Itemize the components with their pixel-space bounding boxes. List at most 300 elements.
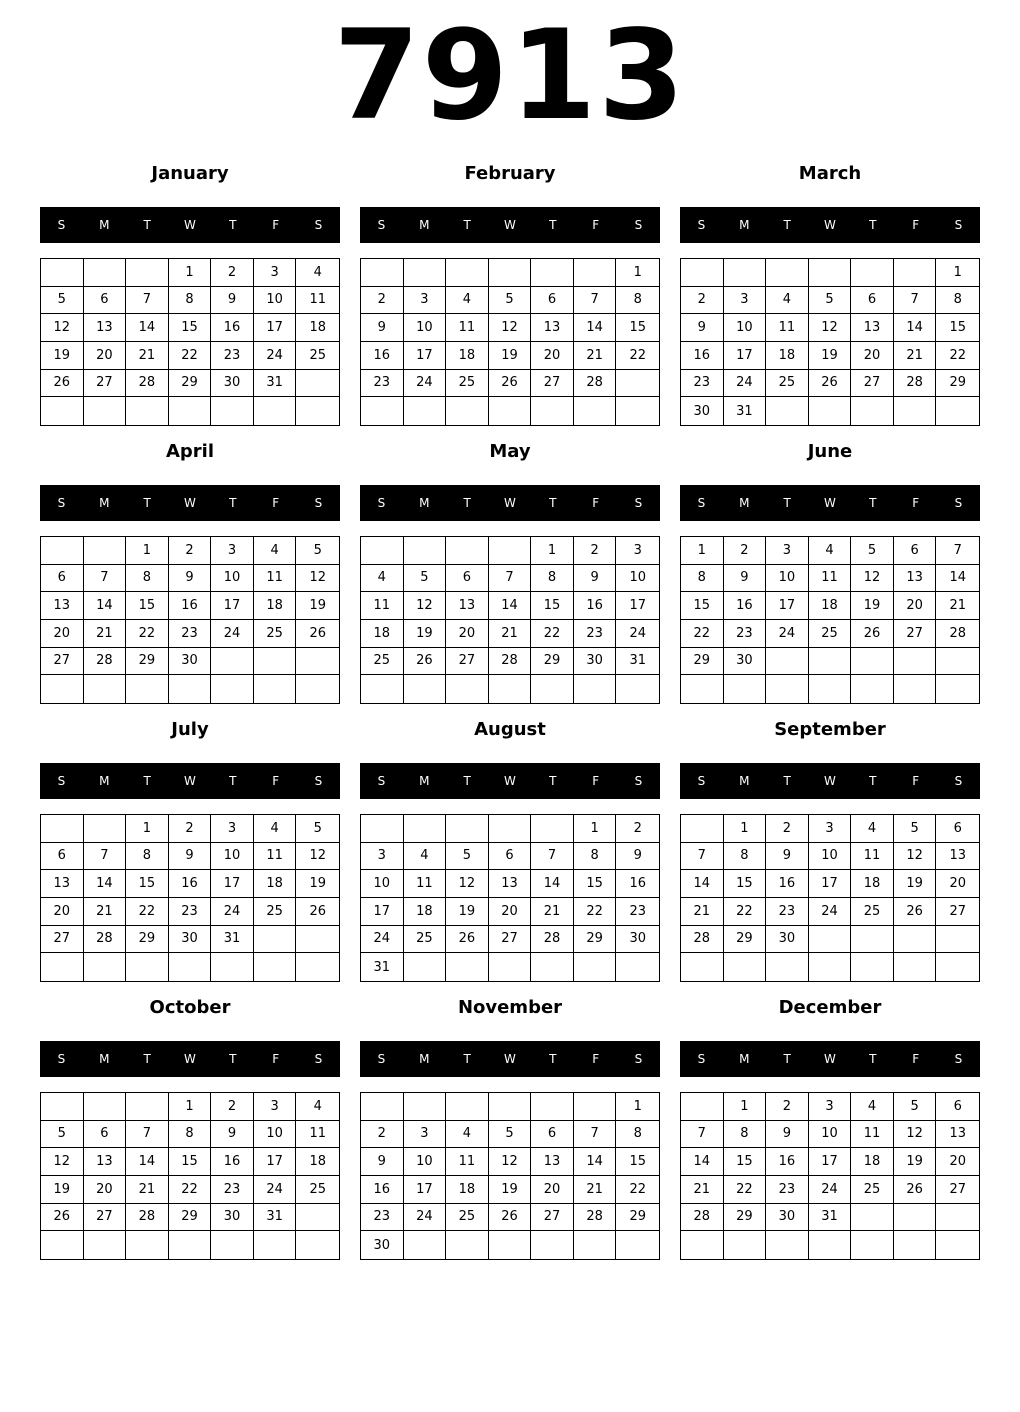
weekday-label: F: [272, 774, 280, 788]
day-cell: 13: [894, 565, 937, 593]
day-cell: 16: [361, 1176, 404, 1204]
day-cell: 26: [851, 620, 894, 648]
day-cell: 17: [809, 870, 852, 898]
empty-day-cell: [616, 1231, 659, 1259]
day-cell: 3: [724, 287, 767, 315]
day-grid: [680, 536, 980, 704]
day-cell: 7: [489, 565, 532, 593]
empty-day-cell: [489, 1231, 532, 1259]
day-cell: 26: [41, 370, 84, 398]
day-cell: 16: [766, 870, 809, 898]
empty-day-cell: [809, 1231, 852, 1259]
empty-day-cell: [296, 926, 339, 954]
day-cell: 11: [254, 565, 297, 593]
day-cell: 15: [724, 1148, 767, 1176]
day-cell: 19: [296, 870, 339, 898]
day-cell: 8: [169, 287, 212, 315]
day-cell: 25: [446, 1204, 489, 1232]
day-grid: [680, 258, 980, 426]
day-grid: [360, 536, 660, 704]
day-cell: 10: [766, 565, 809, 593]
day-cell: 6: [531, 287, 574, 315]
weekday-label: S: [57, 496, 66, 510]
day-cell: 18: [254, 592, 297, 620]
day-cell: 23: [361, 370, 404, 398]
weekday-label: W: [504, 218, 516, 232]
day-cell: 14: [574, 1148, 617, 1176]
day-cell: 13: [489, 870, 532, 898]
day-cell: 6: [84, 1121, 127, 1149]
weekday-label: W: [504, 1052, 516, 1066]
empty-day-cell: [446, 953, 489, 981]
day-cell: 19: [894, 1148, 937, 1176]
day-cell: 19: [894, 870, 937, 898]
day-cell: 30: [361, 1231, 404, 1259]
weekday-label: W: [184, 218, 196, 232]
day-cell: 27: [531, 1204, 574, 1232]
weekday-label: T: [463, 496, 471, 510]
empty-day-cell: [169, 953, 212, 981]
day-cell: 6: [489, 843, 532, 871]
day-cell: 22: [126, 898, 169, 926]
empty-day-cell: [681, 815, 724, 843]
day-cell: 10: [361, 870, 404, 898]
day-cell: 25: [254, 898, 297, 926]
day-cell: 23: [681, 370, 724, 398]
day-cell: 18: [404, 898, 447, 926]
empty-day-cell: [894, 953, 937, 981]
day-cell: 8: [616, 1121, 659, 1149]
empty-day-cell: [574, 953, 617, 981]
empty-day-cell: [851, 648, 894, 676]
weekday-label: F: [272, 218, 280, 232]
day-cell: 3: [404, 1121, 447, 1149]
day-cell: 8: [724, 1121, 767, 1149]
day-cell: 18: [361, 620, 404, 648]
day-cell: 22: [531, 620, 574, 648]
day-cell: 28: [574, 370, 617, 398]
day-cell: 20: [489, 898, 532, 926]
day-cell: 2: [169, 815, 212, 843]
day-cell: 14: [894, 314, 937, 342]
day-cell: 2: [361, 287, 404, 315]
day-cell: 29: [936, 370, 979, 398]
empty-day-cell: [254, 675, 297, 703]
empty-day-cell: [936, 953, 979, 981]
day-cell: 15: [681, 592, 724, 620]
day-cell: 11: [254, 843, 297, 871]
day-cell: 9: [211, 287, 254, 315]
weekday-label: F: [912, 774, 920, 788]
day-cell: 5: [894, 1093, 937, 1121]
empty-day-cell: [936, 648, 979, 676]
weekday-label: S: [634, 496, 643, 510]
empty-day-cell: [936, 1204, 979, 1232]
empty-day-cell: [84, 815, 127, 843]
empty-day-cell: [616, 953, 659, 981]
empty-day-cell: [809, 926, 852, 954]
empty-day-cell: [531, 953, 574, 981]
day-cell: 3: [809, 1093, 852, 1121]
day-cell: 29: [531, 648, 574, 676]
day-cell: 1: [616, 259, 659, 287]
empty-day-cell: [681, 259, 724, 287]
weekday-label: S: [377, 496, 386, 510]
day-cell: 3: [361, 843, 404, 871]
day-cell: 22: [169, 1176, 212, 1204]
empty-day-cell: [41, 815, 84, 843]
day-cell: 16: [361, 342, 404, 370]
day-cell: 1: [724, 1093, 767, 1121]
day-cell: 26: [446, 926, 489, 954]
empty-day-cell: [894, 1204, 937, 1232]
day-cell: 12: [489, 1148, 532, 1176]
day-cell: 16: [681, 342, 724, 370]
day-cell: 21: [936, 592, 979, 620]
day-cell: 24: [766, 620, 809, 648]
empty-day-cell: [616, 370, 659, 398]
day-cell: 6: [41, 843, 84, 871]
day-cell: 8: [126, 565, 169, 593]
empty-day-cell: [126, 1231, 169, 1259]
day-cell: 24: [211, 898, 254, 926]
day-cell: 17: [809, 1148, 852, 1176]
empty-day-cell: [531, 1093, 574, 1121]
empty-day-cell: [211, 648, 254, 676]
day-cell: 18: [766, 342, 809, 370]
weekday-label: T: [143, 496, 151, 510]
day-cell: 20: [41, 898, 84, 926]
day-cell: 4: [446, 1121, 489, 1149]
empty-day-cell: [41, 1231, 84, 1259]
empty-day-cell: [446, 1093, 489, 1121]
empty-day-cell: [84, 397, 127, 425]
day-cell: 29: [681, 648, 724, 676]
day-cell: 27: [894, 620, 937, 648]
day-grid: [680, 1092, 980, 1260]
day-cell: 16: [724, 592, 767, 620]
day-cell: 26: [489, 1204, 532, 1232]
day-cell: 21: [574, 342, 617, 370]
day-cell: 3: [254, 259, 297, 287]
day-cell: 27: [531, 370, 574, 398]
empty-day-cell: [894, 397, 937, 425]
day-cell: 10: [724, 314, 767, 342]
day-cell: 15: [616, 1148, 659, 1176]
day-cell: 2: [724, 537, 767, 565]
empty-day-cell: [446, 397, 489, 425]
weekday-label: W: [824, 1052, 836, 1066]
day-cell: 28: [574, 1204, 617, 1232]
empty-day-cell: [489, 815, 532, 843]
day-cell: 7: [681, 843, 724, 871]
day-cell: 9: [616, 843, 659, 871]
day-cell: 24: [404, 1204, 447, 1232]
day-cell: 11: [361, 592, 404, 620]
day-cell: 3: [211, 537, 254, 565]
empty-day-cell: [126, 953, 169, 981]
day-cell: 23: [574, 620, 617, 648]
day-cell: 11: [446, 1148, 489, 1176]
weekday-label: W: [504, 496, 516, 510]
empty-day-cell: [531, 675, 574, 703]
day-cell: 31: [361, 953, 404, 981]
weekday-label: S: [634, 218, 643, 232]
day-cell: 18: [446, 1176, 489, 1204]
day-cell: 19: [41, 1176, 84, 1204]
day-cell: 10: [211, 565, 254, 593]
empty-day-cell: [84, 1093, 127, 1121]
day-cell: 5: [446, 843, 489, 871]
day-cell: 17: [404, 342, 447, 370]
day-cell: 1: [616, 1093, 659, 1121]
empty-day-cell: [766, 1231, 809, 1259]
day-cell: 1: [169, 1093, 212, 1121]
day-cell: 13: [936, 843, 979, 871]
weekday-label: T: [229, 774, 237, 788]
day-cell: 2: [361, 1121, 404, 1149]
empty-day-cell: [851, 1231, 894, 1259]
empty-day-cell: [809, 953, 852, 981]
day-cell: 31: [616, 648, 659, 676]
day-cell: 12: [296, 843, 339, 871]
weekday-label: W: [504, 774, 516, 788]
day-cell: 13: [84, 314, 127, 342]
day-cell: 29: [169, 370, 212, 398]
day-cell: 25: [446, 370, 489, 398]
day-cell: 8: [681, 565, 724, 593]
day-cell: 4: [851, 1093, 894, 1121]
empty-day-cell: [296, 953, 339, 981]
weekday-header: [360, 1041, 660, 1077]
weekday-label: W: [824, 218, 836, 232]
day-cell: 6: [851, 287, 894, 315]
weekday-label: T: [783, 218, 791, 232]
weekday-label: S: [314, 496, 323, 510]
day-cell: 30: [211, 370, 254, 398]
day-cell: 21: [126, 1176, 169, 1204]
day-cell: 8: [169, 1121, 212, 1149]
weekday-label: T: [783, 496, 791, 510]
weekday-label: W: [184, 1052, 196, 1066]
day-cell: 22: [936, 342, 979, 370]
weekday-label: T: [869, 774, 877, 788]
weekday-label: S: [954, 1052, 963, 1066]
weekday-label: T: [783, 1052, 791, 1066]
empty-day-cell: [211, 675, 254, 703]
day-cell: 5: [296, 815, 339, 843]
empty-day-cell: [84, 1231, 127, 1259]
day-grid: [360, 814, 660, 982]
empty-day-cell: [296, 1231, 339, 1259]
day-cell: 18: [254, 870, 297, 898]
day-cell: 4: [404, 843, 447, 871]
empty-day-cell: [296, 648, 339, 676]
day-cell: 16: [169, 870, 212, 898]
day-cell: 24: [254, 342, 297, 370]
day-cell: 27: [84, 370, 127, 398]
day-cell: 29: [574, 926, 617, 954]
day-cell: 11: [446, 314, 489, 342]
weekday-label: S: [954, 774, 963, 788]
day-cell: 28: [681, 1204, 724, 1232]
empty-day-cell: [894, 926, 937, 954]
day-cell: 10: [616, 565, 659, 593]
day-cell: 7: [936, 537, 979, 565]
day-cell: 7: [531, 843, 574, 871]
weekday-label: T: [549, 218, 557, 232]
empty-day-cell: [894, 675, 937, 703]
day-cell: 8: [616, 287, 659, 315]
day-cell: 22: [724, 898, 767, 926]
day-cell: 12: [809, 314, 852, 342]
day-cell: 9: [724, 565, 767, 593]
weekday-label: T: [143, 218, 151, 232]
day-cell: 24: [361, 926, 404, 954]
day-cell: 2: [211, 259, 254, 287]
day-cell: 25: [851, 1176, 894, 1204]
day-cell: 7: [126, 287, 169, 315]
empty-day-cell: [254, 1231, 297, 1259]
empty-day-cell: [894, 648, 937, 676]
empty-day-cell: [809, 675, 852, 703]
empty-day-cell: [724, 953, 767, 981]
day-cell: 22: [126, 620, 169, 648]
day-cell: 18: [446, 342, 489, 370]
day-cell: 22: [574, 898, 617, 926]
day-cell: 7: [681, 1121, 724, 1149]
day-cell: 19: [851, 592, 894, 620]
day-cell: 15: [724, 870, 767, 898]
weekday-label: M: [99, 496, 110, 510]
day-cell: 7: [126, 1121, 169, 1149]
day-cell: 23: [169, 620, 212, 648]
day-cell: 5: [404, 565, 447, 593]
day-cell: 11: [851, 843, 894, 871]
day-cell: 10: [211, 843, 254, 871]
day-cell: 20: [446, 620, 489, 648]
day-cell: 23: [211, 1176, 254, 1204]
weekday-label: W: [184, 774, 196, 788]
weekday-label: T: [229, 1052, 237, 1066]
day-cell: 21: [531, 898, 574, 926]
empty-day-cell: [936, 675, 979, 703]
weekday-header: [680, 207, 980, 243]
empty-day-cell: [936, 397, 979, 425]
month-name: December: [778, 997, 882, 1018]
weekday-label: T: [463, 1052, 471, 1066]
day-cell: 17: [211, 870, 254, 898]
weekday-header: [680, 763, 980, 799]
empty-day-cell: [169, 397, 212, 425]
day-cell: 12: [296, 565, 339, 593]
day-cell: 26: [404, 648, 447, 676]
weekday-label: S: [57, 1052, 66, 1066]
empty-day-cell: [616, 675, 659, 703]
day-cell: 18: [809, 592, 852, 620]
day-cell: 13: [446, 592, 489, 620]
day-cell: 23: [766, 1176, 809, 1204]
day-cell: 24: [211, 620, 254, 648]
empty-day-cell: [809, 397, 852, 425]
day-cell: 3: [404, 287, 447, 315]
day-cell: 20: [851, 342, 894, 370]
day-grid: [680, 814, 980, 982]
weekday-header: [40, 207, 340, 243]
day-cell: 18: [851, 870, 894, 898]
day-cell: 10: [809, 1121, 852, 1149]
day-cell: 4: [296, 259, 339, 287]
weekday-label: T: [463, 218, 471, 232]
day-cell: 5: [41, 287, 84, 315]
day-cell: 22: [724, 1176, 767, 1204]
day-cell: 1: [531, 537, 574, 565]
day-cell: 24: [809, 1176, 852, 1204]
day-cell: 25: [766, 370, 809, 398]
day-cell: 26: [489, 370, 532, 398]
day-cell: 17: [404, 1176, 447, 1204]
empty-day-cell: [361, 815, 404, 843]
day-cell: 27: [936, 898, 979, 926]
day-cell: 9: [574, 565, 617, 593]
weekday-label: T: [869, 1052, 877, 1066]
day-cell: 25: [296, 342, 339, 370]
day-cell: 15: [169, 314, 212, 342]
empty-day-cell: [531, 1231, 574, 1259]
day-cell: 1: [574, 815, 617, 843]
empty-day-cell: [404, 537, 447, 565]
empty-day-cell: [809, 259, 852, 287]
empty-day-cell: [254, 648, 297, 676]
month-name: October: [149, 997, 231, 1018]
day-cell: 24: [724, 370, 767, 398]
empty-day-cell: [126, 1093, 169, 1121]
month-name: April: [165, 441, 215, 462]
empty-day-cell: [446, 259, 489, 287]
day-cell: 21: [126, 342, 169, 370]
day-cell: 17: [211, 592, 254, 620]
day-cell: 23: [211, 342, 254, 370]
day-cell: 21: [84, 620, 127, 648]
day-cell: 30: [766, 1204, 809, 1232]
day-cell: 19: [446, 898, 489, 926]
day-cell: 6: [531, 1121, 574, 1149]
day-cell: 9: [211, 1121, 254, 1149]
day-cell: 30: [574, 648, 617, 676]
day-cell: 27: [446, 648, 489, 676]
day-cell: 11: [404, 870, 447, 898]
day-cell: 4: [254, 537, 297, 565]
empty-day-cell: [446, 815, 489, 843]
day-cell: 16: [616, 870, 659, 898]
weekday-label: S: [314, 774, 323, 788]
empty-day-cell: [531, 397, 574, 425]
day-cell: 25: [809, 620, 852, 648]
day-cell: 30: [169, 648, 212, 676]
day-cell: 13: [41, 592, 84, 620]
empty-day-cell: [681, 1093, 724, 1121]
day-cell: 26: [296, 898, 339, 926]
empty-day-cell: [404, 397, 447, 425]
month-name: February: [464, 163, 556, 184]
weekday-label: M: [419, 774, 430, 788]
day-cell: 21: [681, 898, 724, 926]
empty-day-cell: [41, 953, 84, 981]
day-cell: 25: [361, 648, 404, 676]
day-cell: 12: [489, 314, 532, 342]
day-cell: 27: [84, 1204, 127, 1232]
day-cell: 8: [126, 843, 169, 871]
